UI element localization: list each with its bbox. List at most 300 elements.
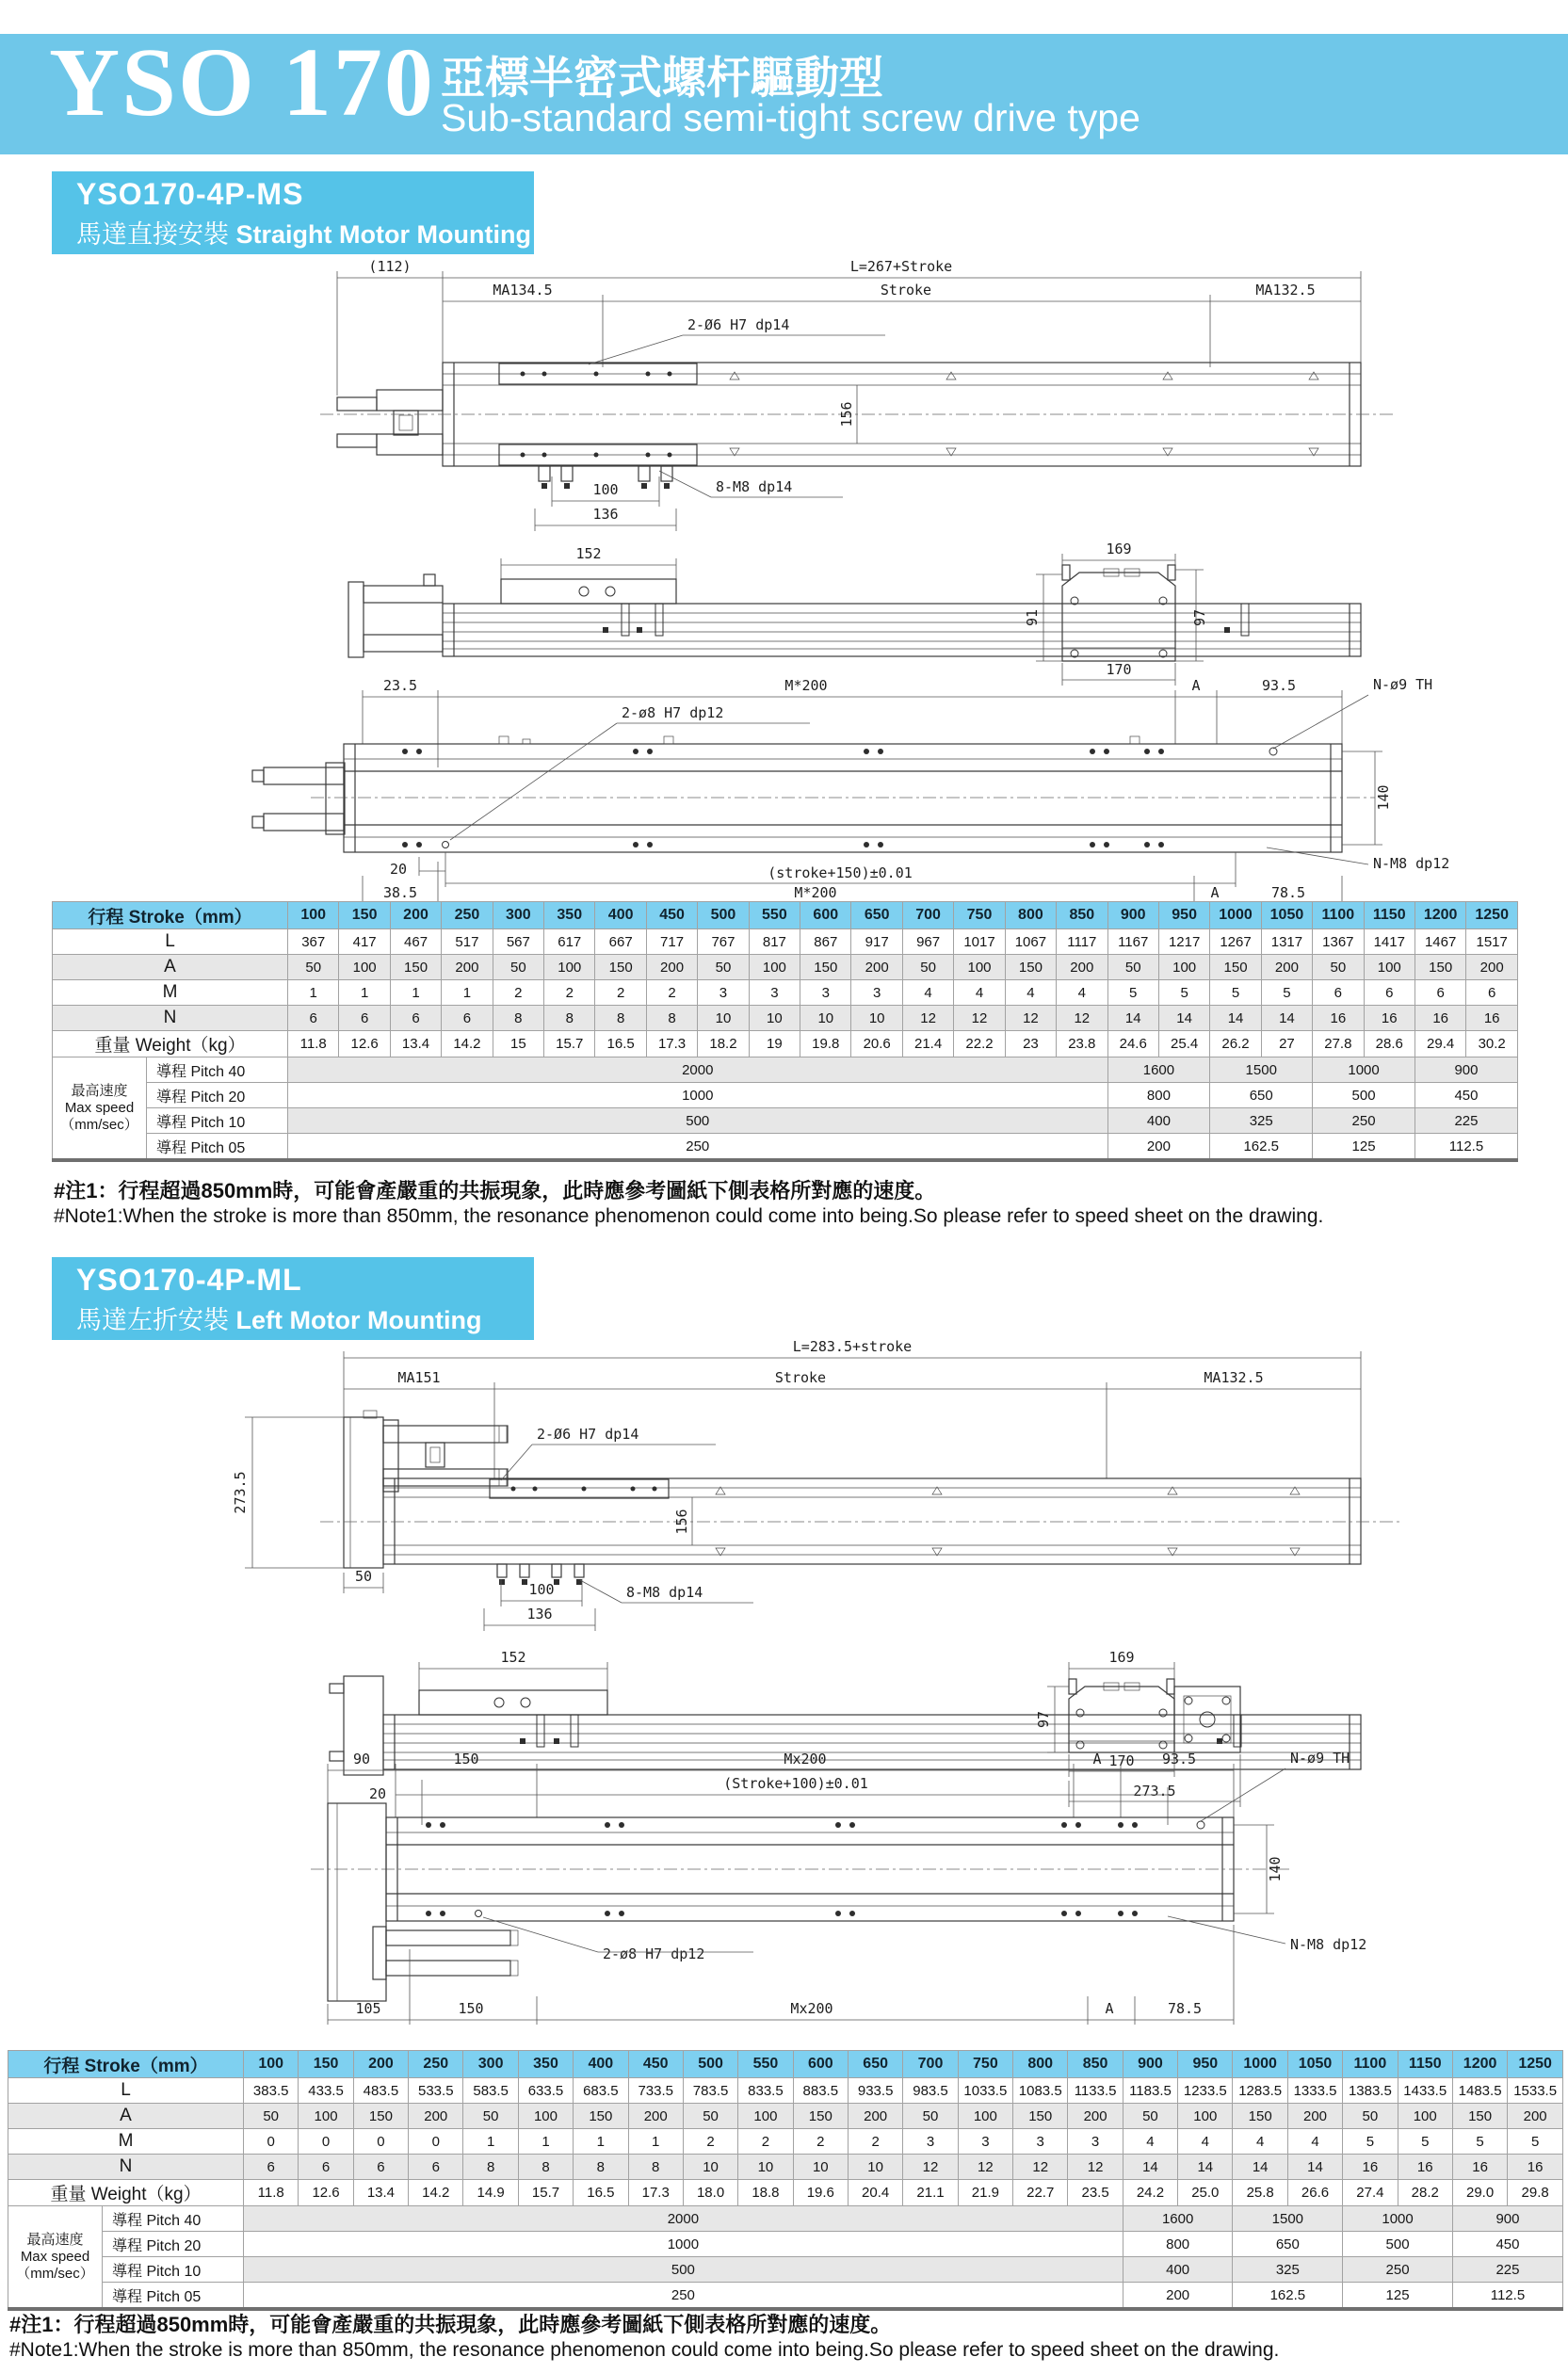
value-cell: 19.6 xyxy=(793,2180,848,2206)
value-cell: 21.4 xyxy=(902,1031,953,1057)
value-cell: 14.2 xyxy=(409,2180,463,2206)
stroke-header-cell: 250 xyxy=(442,902,493,929)
stroke-header-cell: 300 xyxy=(493,902,543,929)
value-cell: 6 xyxy=(299,2155,353,2180)
speed-value: 450 xyxy=(1452,2232,1562,2257)
value-cell: 50 xyxy=(1123,2104,1177,2129)
value-cell: 1483.5 xyxy=(1452,2078,1507,2104)
value-cell: 27.8 xyxy=(1313,1031,1364,1057)
value-cell: 29.0 xyxy=(1452,2180,1507,2206)
value-cell: 5 xyxy=(1158,980,1209,1006)
svg-text:100: 100 xyxy=(592,481,619,498)
speed-value: 900 xyxy=(1452,2206,1562,2232)
value-cell: 3 xyxy=(903,2129,958,2155)
spec-table xyxy=(52,901,1518,1162)
value-cell: 833.5 xyxy=(738,2078,793,2104)
svg-text:N-M8 dp12: N-M8 dp12 xyxy=(1373,855,1450,872)
value-cell: 1117 xyxy=(1057,929,1107,955)
note2-zh: #注1：行程超過850mm時，可能會產嚴重的共振現象，此時應參考圖紙下側表格所對應的速度。 xyxy=(9,2313,892,2336)
value-cell: 3 xyxy=(749,980,800,1006)
stroke-header-cell: 100 xyxy=(244,2051,299,2078)
value-cell: 3 xyxy=(851,980,902,1006)
svg-text:105: 105 xyxy=(355,2000,381,2017)
value-cell: 1217 xyxy=(1158,929,1209,955)
value-cell: 100 xyxy=(738,2104,793,2129)
value-cell: 16 xyxy=(1364,1006,1414,1031)
value-cell: 3 xyxy=(1013,2129,1068,2155)
svg-text:152: 152 xyxy=(500,1649,526,1666)
value-cell: 10 xyxy=(851,1006,902,1031)
value-cell: 16.5 xyxy=(595,1031,646,1057)
value-cell: 8 xyxy=(628,2155,683,2180)
value-cell: 200 xyxy=(1068,2104,1123,2129)
value-cell: 16 xyxy=(1508,2155,1563,2180)
note2-en: #Note1:When the stroke is more than 850mm, the resonance phenomenon could come into being.So please refer to speed sheet on the drawing. xyxy=(9,2339,1280,2361)
value-cell: 1133.5 xyxy=(1068,2078,1123,2104)
value-cell: 14.2 xyxy=(442,1031,493,1057)
row-label: A xyxy=(53,955,288,980)
value-cell: 200 xyxy=(1057,955,1107,980)
speed-value: 250 xyxy=(1313,1108,1415,1134)
value-cell: 6 xyxy=(442,1006,493,1031)
stroke-header-cell: 900 xyxy=(1123,2051,1177,2078)
stroke-header-cell: 900 xyxy=(1107,902,1158,929)
value-cell: 150 xyxy=(595,955,646,980)
value-cell: 19.8 xyxy=(800,1031,851,1057)
svg-text:38.5: 38.5 xyxy=(382,884,418,901)
svg-text:156: 156 xyxy=(838,401,855,428)
value-cell: 100 xyxy=(544,955,595,980)
speed-value: 250 xyxy=(1343,2257,1453,2283)
svg-text:20: 20 xyxy=(368,1785,386,1802)
svg-text:N-ø9 TH: N-ø9 TH xyxy=(1373,676,1433,693)
svg-text:23.5: 23.5 xyxy=(382,677,418,694)
svg-text:78.5: 78.5 xyxy=(1270,884,1306,901)
value-cell: 200 xyxy=(851,955,902,980)
value-cell: 11.8 xyxy=(244,2180,299,2206)
value-cell: 1 xyxy=(390,980,441,1006)
stroke-header-cell: 1200 xyxy=(1414,902,1465,929)
value-cell: 1367 xyxy=(1313,929,1364,955)
svg-text:156: 156 xyxy=(673,1509,690,1535)
row-label: N xyxy=(53,1006,288,1031)
value-cell: 19 xyxy=(749,1031,800,1057)
value-cell: 917 xyxy=(851,929,902,955)
value-cell: 6 xyxy=(1466,980,1518,1006)
value-cell: 150 xyxy=(793,2104,848,2129)
stroke-header-cell: 700 xyxy=(903,2051,958,2078)
svg-text:A: A xyxy=(1092,1751,1102,1768)
svg-text:L=283.5+stroke: L=283.5+stroke xyxy=(792,1338,913,1355)
stroke-header-cell: 1250 xyxy=(1466,902,1518,929)
value-cell: 26.2 xyxy=(1210,1031,1261,1057)
row-label: L xyxy=(8,2078,244,2104)
stroke-header-label: 行程 Stroke（mm） xyxy=(8,2051,244,2078)
svg-text:170: 170 xyxy=(1106,661,1132,678)
section-label-ms xyxy=(52,171,534,254)
value-cell: 200 xyxy=(1287,2104,1342,2129)
value-cell: 27 xyxy=(1261,1031,1312,1057)
value-cell: 1233.5 xyxy=(1178,2078,1233,2104)
value-cell: 1 xyxy=(339,980,390,1006)
value-cell: 50 xyxy=(1343,2104,1398,2129)
stroke-header-cell: 600 xyxy=(793,2051,848,2078)
value-cell: 12 xyxy=(903,2155,958,2180)
svg-text:A: A xyxy=(1210,884,1220,901)
speed-value: 450 xyxy=(1414,1083,1517,1108)
value-cell: 1317 xyxy=(1261,929,1312,955)
model-title: YSO 170 xyxy=(49,28,435,137)
ms-bottom-view xyxy=(252,676,1449,909)
speed-value: 2000 xyxy=(288,1057,1108,1083)
note1-zh: #注1：行程超過850mm時，可能會產嚴重的共振現象，此時應參考圖紙下側表格所對應的速度。 xyxy=(54,1179,936,1203)
svg-text:20: 20 xyxy=(389,861,407,878)
value-cell: 1 xyxy=(574,2129,628,2155)
speed-value: 225 xyxy=(1452,2257,1562,2283)
value-cell: 21.1 xyxy=(903,2180,958,2206)
value-cell: 733.5 xyxy=(628,2078,683,2104)
value-cell: 8 xyxy=(518,2155,573,2180)
speed-value: 900 xyxy=(1414,1057,1517,1083)
pitch-label: 導程 Pitch 40 xyxy=(147,1057,288,1083)
value-cell: 883.5 xyxy=(793,2078,848,2104)
stroke-header-cell: 550 xyxy=(749,902,800,929)
svg-text:2-Ø6 H7 dp14: 2-Ø6 H7 dp14 xyxy=(537,1426,639,1443)
svg-text:150: 150 xyxy=(453,1751,479,1768)
svg-text:152: 152 xyxy=(575,545,602,562)
value-cell: 29.4 xyxy=(1414,1031,1465,1057)
ms-side-view xyxy=(348,545,1361,657)
svg-text:A: A xyxy=(1105,2000,1114,2017)
spec-table-ms xyxy=(52,901,1518,1162)
value-cell: 4 xyxy=(902,980,953,1006)
value-cell: 50 xyxy=(1313,955,1364,980)
value-cell: 633.5 xyxy=(518,2078,573,2104)
stroke-header-cell: 200 xyxy=(390,902,441,929)
value-cell: 6 xyxy=(339,1006,390,1031)
value-cell: 6 xyxy=(353,2155,408,2180)
value-cell: 150 xyxy=(1005,955,1056,980)
value-cell: 367 xyxy=(288,929,339,955)
value-cell: 100 xyxy=(299,2104,353,2129)
svg-text:MA151: MA151 xyxy=(397,1369,441,1386)
svg-text:8-M8 dp14: 8-M8 dp14 xyxy=(716,478,793,495)
value-cell: 25.8 xyxy=(1233,2180,1287,2206)
value-cell: 12 xyxy=(902,1006,953,1031)
value-cell: 5 xyxy=(1107,980,1158,1006)
value-cell: 50 xyxy=(493,955,543,980)
section-en-ml: Left Motor Mounting xyxy=(235,1306,482,1334)
value-cell: 1183.5 xyxy=(1123,2078,1177,2104)
value-cell: 24.6 xyxy=(1107,1031,1158,1057)
speed-value: 1000 xyxy=(1313,1057,1415,1083)
value-cell: 29.8 xyxy=(1508,2180,1563,2206)
value-cell: 683.5 xyxy=(574,2078,628,2104)
svg-text:MA132.5: MA132.5 xyxy=(1255,282,1316,299)
value-cell: 14 xyxy=(1123,2155,1177,2180)
value-cell: 200 xyxy=(628,2104,683,2129)
value-cell: 11.8 xyxy=(288,1031,339,1057)
speed-value: 1000 xyxy=(288,1083,1108,1108)
stroke-header-cell: 950 xyxy=(1158,902,1209,929)
value-cell: 13.4 xyxy=(353,2180,408,2206)
value-cell: 10 xyxy=(800,1006,851,1031)
speed-value: 1000 xyxy=(244,2232,1123,2257)
value-cell: 817 xyxy=(749,929,800,955)
value-cell: 10 xyxy=(683,2155,737,2180)
value-cell: 28.6 xyxy=(1364,1031,1414,1057)
value-cell: 5 xyxy=(1343,2129,1398,2155)
speed-value: 1600 xyxy=(1107,1057,1210,1083)
svg-text:273.5: 273.5 xyxy=(1133,1783,1176,1800)
stroke-header-cell: 1100 xyxy=(1343,2051,1398,2078)
value-cell: 15.7 xyxy=(518,2180,573,2206)
value-cell: 150 xyxy=(1452,2104,1507,2129)
stroke-header-cell: 600 xyxy=(800,902,851,929)
svg-text:M*200: M*200 xyxy=(784,677,828,694)
svg-text:97: 97 xyxy=(1191,608,1208,627)
value-cell: 2 xyxy=(646,980,697,1006)
stroke-header-cell: 400 xyxy=(595,902,646,929)
stroke-header-cell: 400 xyxy=(574,2051,628,2078)
svg-text:Mx200: Mx200 xyxy=(784,1751,827,1768)
section-label-ml xyxy=(52,1257,534,1340)
value-cell: 14 xyxy=(1233,2155,1287,2180)
max-speed-label: 最高速度 Max speed （mm/sec） xyxy=(53,1057,147,1161)
value-cell: 15.7 xyxy=(544,1031,595,1057)
value-cell: 150 xyxy=(353,2104,408,2129)
svg-text:170: 170 xyxy=(1108,1752,1135,1769)
value-cell: 200 xyxy=(442,955,493,980)
stroke-header-cell: 1000 xyxy=(1233,2051,1287,2078)
value-cell: 3 xyxy=(958,2129,1012,2155)
value-cell: 2 xyxy=(544,980,595,1006)
speed-value: 500 xyxy=(288,1108,1108,1134)
value-cell: 200 xyxy=(409,2104,463,2129)
value-cell: 8 xyxy=(493,1006,543,1031)
speed-value: 1000 xyxy=(1343,2206,1453,2232)
value-cell: 0 xyxy=(353,2129,408,2155)
value-cell: 717 xyxy=(646,929,697,955)
pitch-label: 導程 Pitch 40 xyxy=(103,2206,244,2232)
value-cell: 1383.5 xyxy=(1343,2078,1398,2104)
svg-text:Mx200: Mx200 xyxy=(790,2000,833,2017)
value-cell: 6 xyxy=(244,2155,299,2180)
value-cell: 6 xyxy=(1313,980,1364,1006)
section-code-ml: YSO170-4P-ML xyxy=(76,1263,302,1297)
value-cell: 15 xyxy=(493,1031,543,1057)
technical-drawing-ml xyxy=(94,1337,1507,2053)
speed-value: 162.5 xyxy=(1233,2283,1343,2310)
value-cell: 467 xyxy=(390,929,441,955)
stroke-header-cell: 350 xyxy=(518,2051,573,2078)
title-zh: 亞標半密式螺杆驅動型 xyxy=(441,53,883,103)
value-cell: 2 xyxy=(793,2129,848,2155)
value-cell: 16 xyxy=(1466,1006,1518,1031)
svg-text:Stroke: Stroke xyxy=(774,1369,827,1386)
value-cell: 22.2 xyxy=(954,1031,1005,1057)
stroke-header-label: 行程 Stroke（mm） xyxy=(53,902,288,929)
value-cell: 8 xyxy=(463,2155,518,2180)
value-cell: 150 xyxy=(1414,955,1465,980)
value-cell: 6 xyxy=(409,2155,463,2180)
value-cell: 50 xyxy=(463,2104,518,2129)
value-cell: 933.5 xyxy=(848,2078,902,2104)
value-cell: 100 xyxy=(1398,2104,1452,2129)
speed-value: 225 xyxy=(1414,1108,1517,1134)
value-cell: 1067 xyxy=(1005,929,1056,955)
stroke-header-cell: 100 xyxy=(288,902,339,929)
value-cell: 17.3 xyxy=(628,2180,683,2206)
value-cell: 1433.5 xyxy=(1398,2078,1452,2104)
value-cell: 12 xyxy=(1057,1006,1107,1031)
value-cell: 8 xyxy=(646,1006,697,1031)
row-label: 重量 Weight（kg） xyxy=(8,2180,244,2206)
value-cell: 2 xyxy=(738,2129,793,2155)
stroke-header-cell: 1250 xyxy=(1508,2051,1563,2078)
svg-text:M*200: M*200 xyxy=(794,884,837,901)
value-cell: 10 xyxy=(698,1006,749,1031)
value-cell: 25.4 xyxy=(1158,1031,1209,1057)
stroke-header-cell: 150 xyxy=(299,2051,353,2078)
speed-value: 200 xyxy=(1123,2283,1233,2310)
value-cell: 1267 xyxy=(1210,929,1261,955)
value-cell: 20.6 xyxy=(851,1031,902,1057)
value-cell: 1283.5 xyxy=(1233,2078,1287,2104)
value-cell: 1 xyxy=(288,980,339,1006)
stroke-header-cell: 1050 xyxy=(1261,902,1312,929)
value-cell: 100 xyxy=(1158,955,1209,980)
stroke-header-cell: 800 xyxy=(1005,902,1056,929)
value-cell: 12 xyxy=(1013,2155,1068,2180)
value-cell: 8 xyxy=(574,2155,628,2180)
speed-value: 325 xyxy=(1233,2257,1343,2283)
value-cell: 100 xyxy=(954,955,1005,980)
svg-text:(stroke+150)±0.01: (stroke+150)±0.01 xyxy=(768,864,913,881)
svg-text:136: 136 xyxy=(526,1606,553,1622)
svg-text:97: 97 xyxy=(1035,1710,1052,1729)
stroke-header-cell: 650 xyxy=(851,902,902,929)
value-cell: 3 xyxy=(1068,2129,1123,2155)
value-cell: 4 xyxy=(954,980,1005,1006)
value-cell: 10 xyxy=(738,2155,793,2180)
value-cell: 100 xyxy=(518,2104,573,2129)
value-cell: 16 xyxy=(1398,2155,1452,2180)
value-cell: 150 xyxy=(1210,955,1261,980)
speed-value: 800 xyxy=(1107,1083,1210,1108)
value-cell: 10 xyxy=(793,2155,848,2180)
value-cell: 617 xyxy=(544,929,595,955)
value-cell: 767 xyxy=(698,929,749,955)
value-cell: 23.5 xyxy=(1068,2180,1123,2206)
value-cell: 50 xyxy=(244,2104,299,2129)
ml-end-view xyxy=(1035,1649,1240,1807)
speed-value: 650 xyxy=(1210,1083,1313,1108)
value-cell: 483.5 xyxy=(353,2078,408,2104)
svg-text:100: 100 xyxy=(528,1581,555,1598)
value-cell: 1 xyxy=(442,980,493,1006)
value-cell: 200 xyxy=(1261,955,1312,980)
value-cell: 10 xyxy=(848,2155,902,2180)
speed-value: 1600 xyxy=(1123,2206,1233,2232)
value-cell: 0 xyxy=(409,2129,463,2155)
spec-table xyxy=(8,2050,1563,2311)
speed-value: 125 xyxy=(1343,2283,1453,2310)
value-cell: 26.6 xyxy=(1287,2180,1342,2206)
value-cell: 6 xyxy=(390,1006,441,1031)
stroke-header-cell: 1050 xyxy=(1287,2051,1342,2078)
svg-text:140: 140 xyxy=(1267,1856,1284,1882)
svg-text:93.5: 93.5 xyxy=(1261,677,1297,694)
value-cell: 8 xyxy=(544,1006,595,1031)
svg-text:93.5: 93.5 xyxy=(1161,1751,1197,1768)
value-cell: 867 xyxy=(800,929,851,955)
value-cell: 6 xyxy=(1364,980,1414,1006)
section-zh-ms: 馬達直接安裝 xyxy=(76,220,229,249)
value-cell: 12 xyxy=(958,2155,1012,2180)
value-cell: 5 xyxy=(1508,2129,1563,2155)
value-cell: 14 xyxy=(1158,1006,1209,1031)
stroke-header-cell: 650 xyxy=(848,2051,902,2078)
value-cell: 1517 xyxy=(1466,929,1518,955)
value-cell: 1 xyxy=(463,2129,518,2155)
section-code-ms: YSO170-4P-MS xyxy=(76,177,304,211)
speed-value: 650 xyxy=(1233,2232,1343,2257)
ms-top-view xyxy=(320,258,1394,531)
value-cell: 2 xyxy=(848,2129,902,2155)
stroke-header-cell: 850 xyxy=(1068,2051,1123,2078)
svg-text:N-M8 dp12: N-M8 dp12 xyxy=(1290,1936,1367,1953)
speed-value: 400 xyxy=(1123,2257,1233,2283)
value-cell: 1417 xyxy=(1364,929,1414,955)
stroke-header-cell: 500 xyxy=(683,2051,737,2078)
value-cell: 12 xyxy=(1005,1006,1056,1031)
ml-bottom-view xyxy=(311,1750,1366,2025)
value-cell: 100 xyxy=(958,2104,1012,2129)
value-cell: 12.6 xyxy=(299,2180,353,2206)
svg-text:78.5: 78.5 xyxy=(1167,2000,1203,2017)
max-speed-label: 最高速度 Max speed （mm/sec） xyxy=(8,2206,103,2310)
title-en: Sub-standard semi-tight screw drive type xyxy=(441,96,1140,139)
stroke-header-cell: 350 xyxy=(544,902,595,929)
svg-text:50: 50 xyxy=(354,1568,373,1585)
value-cell: 983.5 xyxy=(903,2078,958,2104)
value-cell: 383.5 xyxy=(244,2078,299,2104)
value-cell: 25.0 xyxy=(1178,2180,1233,2206)
value-cell: 150 xyxy=(1233,2104,1287,2129)
speed-value: 1500 xyxy=(1210,1057,1313,1083)
value-cell: 12 xyxy=(954,1006,1005,1031)
value-cell: 17.3 xyxy=(646,1031,697,1057)
value-cell: 2 xyxy=(595,980,646,1006)
value-cell: 12.6 xyxy=(339,1031,390,1057)
value-cell: 18.8 xyxy=(738,2180,793,2206)
value-cell: 23.8 xyxy=(1057,1031,1107,1057)
value-cell: 50 xyxy=(903,2104,958,2129)
speed-value: 500 xyxy=(1343,2232,1453,2257)
value-cell: 150 xyxy=(574,2104,628,2129)
value-cell: 4 xyxy=(1287,2129,1342,2155)
stroke-header-cell: 950 xyxy=(1178,2051,1233,2078)
stroke-header-cell: 300 xyxy=(463,2051,518,2078)
svg-text:(112): (112) xyxy=(368,258,412,275)
value-cell: 24.2 xyxy=(1123,2180,1177,2206)
stroke-header-cell: 200 xyxy=(353,2051,408,2078)
value-cell: 150 xyxy=(800,955,851,980)
svg-text:N-ø9 TH: N-ø9 TH xyxy=(1290,1750,1350,1767)
speed-value: 200 xyxy=(1107,1134,1210,1161)
svg-text:8-M8 dp14: 8-M8 dp14 xyxy=(626,1584,703,1601)
